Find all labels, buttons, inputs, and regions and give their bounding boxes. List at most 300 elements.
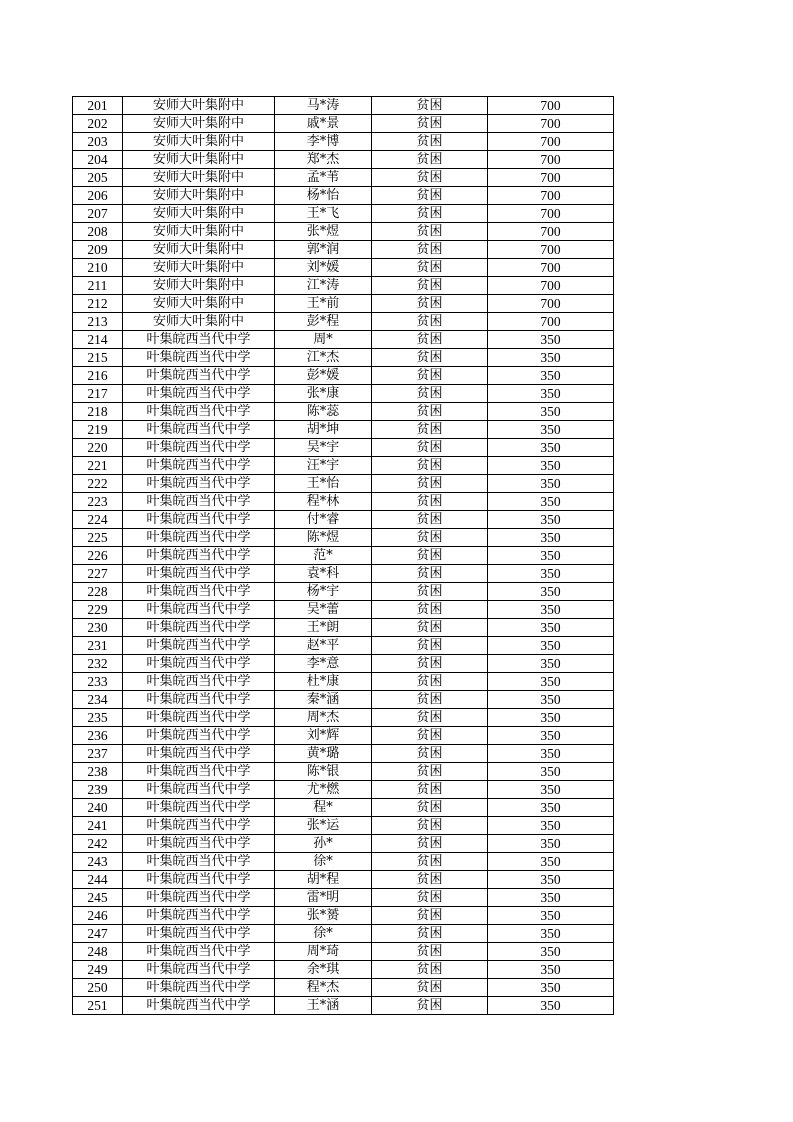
row-number-cell: 244 <box>73 871 123 889</box>
student-name-cell: 周*琦 <box>275 943 372 961</box>
table-row <box>73 835 614 853</box>
amount-cell: 350 <box>488 583 614 601</box>
row-number-cell: 243 <box>73 853 123 871</box>
table-row <box>73 259 614 277</box>
amount-cell: 700 <box>488 223 614 241</box>
school-cell: 叶集皖西当代中学 <box>123 529 275 547</box>
amount-cell: 700 <box>488 115 614 133</box>
table-row <box>73 331 614 349</box>
student-name-cell: 李*意 <box>275 655 372 673</box>
row-number-cell: 241 <box>73 817 123 835</box>
aid-type-cell: 贫困 <box>372 367 488 385</box>
student-name-cell: 张*煜 <box>275 223 372 241</box>
table-row <box>73 907 614 925</box>
aid-type-cell: 贫困 <box>372 475 488 493</box>
student-name-cell: 周* <box>275 331 372 349</box>
student-name-cell: 汪*宇 <box>275 457 372 475</box>
student-name-cell: 徐* <box>275 925 372 943</box>
student-name-cell: 程*杰 <box>275 979 372 997</box>
row-number-cell: 229 <box>73 601 123 619</box>
student-name-cell: 王*怡 <box>275 475 372 493</box>
school-cell: 叶集皖西当代中学 <box>123 907 275 925</box>
table-row <box>73 709 614 727</box>
amount-cell: 700 <box>488 295 614 313</box>
amount-cell: 350 <box>488 529 614 547</box>
student-name-cell: 周*杰 <box>275 709 372 727</box>
school-cell: 安师大叶集附中 <box>123 277 275 295</box>
student-name-cell: 王*飞 <box>275 205 372 223</box>
student-name-cell: 孟*苇 <box>275 169 372 187</box>
amount-cell: 700 <box>488 133 614 151</box>
school-cell: 叶集皖西当代中学 <box>123 565 275 583</box>
amount-cell: 700 <box>488 151 614 169</box>
aid-type-cell: 贫困 <box>372 781 488 799</box>
aid-type-cell: 贫困 <box>372 349 488 367</box>
student-name-cell: 彭*媛 <box>275 367 372 385</box>
amount-cell: 350 <box>488 691 614 709</box>
row-number-cell: 223 <box>73 493 123 511</box>
school-cell: 安师大叶集附中 <box>123 151 275 169</box>
row-number-cell: 210 <box>73 259 123 277</box>
school-cell: 叶集皖西当代中学 <box>123 673 275 691</box>
row-number-cell: 208 <box>73 223 123 241</box>
aid-type-cell: 贫困 <box>372 979 488 997</box>
amount-cell: 350 <box>488 565 614 583</box>
student-name-cell: 程*林 <box>275 493 372 511</box>
amount-cell: 350 <box>488 853 614 871</box>
aid-type-cell: 贫困 <box>372 853 488 871</box>
table-row <box>73 475 614 493</box>
amount-cell: 350 <box>488 385 614 403</box>
aid-type-cell: 贫困 <box>372 259 488 277</box>
row-number-cell: 218 <box>73 403 123 421</box>
table-row <box>73 169 614 187</box>
student-name-cell: 雷*明 <box>275 889 372 907</box>
school-cell: 叶集皖西当代中学 <box>123 439 275 457</box>
table-row <box>73 457 614 475</box>
aid-type-cell: 贫困 <box>372 745 488 763</box>
table-row <box>73 547 614 565</box>
school-cell: 叶集皖西当代中学 <box>123 511 275 529</box>
table-row <box>73 439 614 457</box>
school-cell: 叶集皖西当代中学 <box>123 349 275 367</box>
aid-type-cell: 贫困 <box>372 601 488 619</box>
school-cell: 叶集皖西当代中学 <box>123 961 275 979</box>
amount-cell: 700 <box>488 205 614 223</box>
row-number-cell: 206 <box>73 187 123 205</box>
amount-cell: 350 <box>488 961 614 979</box>
student-name-cell: 张*康 <box>275 385 372 403</box>
row-number-cell: 246 <box>73 907 123 925</box>
table-row <box>73 889 614 907</box>
student-name-cell: 程* <box>275 799 372 817</box>
row-number-cell: 203 <box>73 133 123 151</box>
row-number-cell: 235 <box>73 709 123 727</box>
student-name-cell: 孙* <box>275 835 372 853</box>
table-row <box>73 637 614 655</box>
school-cell: 叶集皖西当代中学 <box>123 601 275 619</box>
table-row <box>73 313 614 331</box>
amount-cell: 350 <box>488 331 614 349</box>
amount-cell: 350 <box>488 745 614 763</box>
student-name-cell: 付*睿 <box>275 511 372 529</box>
school-cell: 安师大叶集附中 <box>123 97 275 115</box>
amount-cell: 350 <box>488 421 614 439</box>
aid-type-cell: 贫困 <box>372 385 488 403</box>
amount-cell: 350 <box>488 781 614 799</box>
row-number-cell: 226 <box>73 547 123 565</box>
table-body <box>73 97 614 1015</box>
school-cell: 叶集皖西当代中学 <box>123 745 275 763</box>
aid-type-cell: 贫困 <box>372 997 488 1015</box>
amount-cell: 700 <box>488 169 614 187</box>
student-name-cell: 杨*怡 <box>275 187 372 205</box>
student-name-cell: 张*赟 <box>275 907 372 925</box>
student-name-cell: 陈*蕊 <box>275 403 372 421</box>
school-cell: 叶集皖西当代中学 <box>123 979 275 997</box>
school-cell: 叶集皖西当代中学 <box>123 403 275 421</box>
aid-type-cell: 贫困 <box>372 871 488 889</box>
amount-cell: 700 <box>488 187 614 205</box>
aid-type-cell: 贫困 <box>372 673 488 691</box>
row-number-cell: 201 <box>73 97 123 115</box>
row-number-cell: 219 <box>73 421 123 439</box>
amount-cell: 700 <box>488 313 614 331</box>
school-cell: 安师大叶集附中 <box>123 241 275 259</box>
aid-type-cell: 贫困 <box>372 655 488 673</box>
student-name-cell: 陈*煜 <box>275 529 372 547</box>
school-cell: 安师大叶集附中 <box>123 133 275 151</box>
row-number-cell: 209 <box>73 241 123 259</box>
row-number-cell: 205 <box>73 169 123 187</box>
table-row <box>73 601 614 619</box>
aid-type-cell: 贫困 <box>372 151 488 169</box>
row-number-cell: 245 <box>73 889 123 907</box>
amount-cell: 350 <box>488 835 614 853</box>
school-cell: 叶集皖西当代中学 <box>123 493 275 511</box>
row-number-cell: 207 <box>73 205 123 223</box>
student-name-cell: 郑*杰 <box>275 151 372 169</box>
amount-cell: 350 <box>488 871 614 889</box>
school-cell: 安师大叶集附中 <box>123 205 275 223</box>
table-row <box>73 583 614 601</box>
row-number-cell: 231 <box>73 637 123 655</box>
student-name-cell: 郭*润 <box>275 241 372 259</box>
amount-cell: 350 <box>488 367 614 385</box>
table-row <box>73 187 614 205</box>
aid-type-cell: 贫困 <box>372 313 488 331</box>
amount-cell: 350 <box>488 601 614 619</box>
table-row <box>73 619 614 637</box>
row-number-cell: 237 <box>73 745 123 763</box>
aid-type-cell: 贫困 <box>372 295 488 313</box>
table-row <box>73 403 614 421</box>
row-number-cell: 232 <box>73 655 123 673</box>
school-cell: 叶集皖西当代中学 <box>123 691 275 709</box>
aid-type-cell: 贫困 <box>372 529 488 547</box>
aid-type-cell: 贫困 <box>372 97 488 115</box>
table-row <box>73 763 614 781</box>
table-row <box>73 781 614 799</box>
row-number-cell: 230 <box>73 619 123 637</box>
student-name-cell: 张*运 <box>275 817 372 835</box>
row-number-cell: 247 <box>73 925 123 943</box>
amount-cell: 700 <box>488 259 614 277</box>
table-row <box>73 421 614 439</box>
table-row <box>73 115 614 133</box>
amount-cell: 350 <box>488 619 614 637</box>
amount-cell: 700 <box>488 277 614 295</box>
aid-type-cell: 贫困 <box>372 619 488 637</box>
amount-cell: 350 <box>488 727 614 745</box>
aid-type-cell: 贫困 <box>372 727 488 745</box>
row-number-cell: 250 <box>73 979 123 997</box>
table-row <box>73 853 614 871</box>
table-row <box>73 511 614 529</box>
school-cell: 叶集皖西当代中学 <box>123 925 275 943</box>
aid-type-cell: 贫困 <box>372 241 488 259</box>
amount-cell: 350 <box>488 817 614 835</box>
amount-cell: 350 <box>488 457 614 475</box>
student-name-cell: 陈*银 <box>275 763 372 781</box>
table-row <box>73 367 614 385</box>
school-cell: 安师大叶集附中 <box>123 313 275 331</box>
student-name-cell: 杨*宇 <box>275 583 372 601</box>
aid-type-cell: 贫困 <box>372 223 488 241</box>
row-number-cell: 251 <box>73 997 123 1015</box>
school-cell: 叶集皖西当代中学 <box>123 853 275 871</box>
school-cell: 叶集皖西当代中学 <box>123 835 275 853</box>
amount-cell: 350 <box>488 889 614 907</box>
student-name-cell: 江*涛 <box>275 277 372 295</box>
table-row <box>73 925 614 943</box>
aid-type-cell: 贫困 <box>372 169 488 187</box>
table-row <box>73 871 614 889</box>
table-row <box>73 961 614 979</box>
school-cell: 叶集皖西当代中学 <box>123 547 275 565</box>
row-number-cell: 213 <box>73 313 123 331</box>
row-number-cell: 222 <box>73 475 123 493</box>
school-cell: 叶集皖西当代中学 <box>123 637 275 655</box>
student-name-cell: 秦*涵 <box>275 691 372 709</box>
row-number-cell: 224 <box>73 511 123 529</box>
student-name-cell: 黄*璐 <box>275 745 372 763</box>
table-row <box>73 241 614 259</box>
aid-type-cell: 贫困 <box>372 511 488 529</box>
student-name-cell: 吴*宇 <box>275 439 372 457</box>
amount-cell: 350 <box>488 799 614 817</box>
student-name-cell: 袁*科 <box>275 565 372 583</box>
aid-type-cell: 贫困 <box>372 421 488 439</box>
student-name-cell: 范* <box>275 547 372 565</box>
aid-type-cell: 贫困 <box>372 403 488 421</box>
amount-cell: 700 <box>488 241 614 259</box>
amount-cell: 350 <box>488 511 614 529</box>
amount-cell: 350 <box>488 673 614 691</box>
table-row <box>73 745 614 763</box>
table-row <box>73 979 614 997</box>
school-cell: 叶集皖西当代中学 <box>123 709 275 727</box>
table-row <box>73 529 614 547</box>
row-number-cell: 225 <box>73 529 123 547</box>
aid-type-cell: 贫困 <box>372 763 488 781</box>
row-number-cell: 239 <box>73 781 123 799</box>
student-name-cell: 胡*坤 <box>275 421 372 439</box>
student-name-cell: 江*杰 <box>275 349 372 367</box>
amount-cell: 350 <box>488 997 614 1015</box>
amount-cell: 350 <box>488 907 614 925</box>
school-cell: 安师大叶集附中 <box>123 115 275 133</box>
amount-cell: 350 <box>488 349 614 367</box>
subsidy-list-table <box>72 96 614 1015</box>
school-cell: 叶集皖西当代中学 <box>123 817 275 835</box>
student-name-cell: 王*朗 <box>275 619 372 637</box>
table-row <box>73 673 614 691</box>
aid-type-cell: 贫困 <box>372 583 488 601</box>
school-cell: 安师大叶集附中 <box>123 169 275 187</box>
row-number-cell: 211 <box>73 277 123 295</box>
row-number-cell: 215 <box>73 349 123 367</box>
row-number-cell: 221 <box>73 457 123 475</box>
row-number-cell: 233 <box>73 673 123 691</box>
aid-type-cell: 贫困 <box>372 943 488 961</box>
school-cell: 叶集皖西当代中学 <box>123 367 275 385</box>
amount-cell: 350 <box>488 439 614 457</box>
table-row <box>73 205 614 223</box>
row-number-cell: 248 <box>73 943 123 961</box>
row-number-cell: 202 <box>73 115 123 133</box>
aid-type-cell: 贫困 <box>372 547 488 565</box>
school-cell: 叶集皖西当代中学 <box>123 889 275 907</box>
student-name-cell: 彭*程 <box>275 313 372 331</box>
aid-type-cell: 贫困 <box>372 277 488 295</box>
school-cell: 叶集皖西当代中学 <box>123 871 275 889</box>
table-row <box>73 493 614 511</box>
school-cell: 叶集皖西当代中学 <box>123 421 275 439</box>
school-cell: 叶集皖西当代中学 <box>123 331 275 349</box>
row-number-cell: 220 <box>73 439 123 457</box>
amount-cell: 350 <box>488 403 614 421</box>
table-row <box>73 997 614 1015</box>
table-row <box>73 295 614 313</box>
table-row <box>73 799 614 817</box>
table-row <box>73 727 614 745</box>
aid-type-cell: 贫困 <box>372 565 488 583</box>
table-row <box>73 133 614 151</box>
aid-type-cell: 贫困 <box>372 133 488 151</box>
school-cell: 叶集皖西当代中学 <box>123 655 275 673</box>
row-number-cell: 249 <box>73 961 123 979</box>
school-cell: 叶集皖西当代中学 <box>123 943 275 961</box>
row-number-cell: 204 <box>73 151 123 169</box>
row-number-cell: 217 <box>73 385 123 403</box>
aid-type-cell: 贫困 <box>372 439 488 457</box>
school-cell: 叶集皖西当代中学 <box>123 457 275 475</box>
school-cell: 叶集皖西当代中学 <box>123 619 275 637</box>
amount-cell: 350 <box>488 475 614 493</box>
table-row <box>73 943 614 961</box>
row-number-cell: 234 <box>73 691 123 709</box>
school-cell: 叶集皖西当代中学 <box>123 799 275 817</box>
table-row <box>73 817 614 835</box>
student-name-cell: 王*涵 <box>275 997 372 1015</box>
amount-cell: 700 <box>488 97 614 115</box>
amount-cell: 350 <box>488 637 614 655</box>
aid-type-cell: 贫困 <box>372 493 488 511</box>
table-row <box>73 691 614 709</box>
school-cell: 叶集皖西当代中学 <box>123 727 275 745</box>
student-name-cell: 杜*康 <box>275 673 372 691</box>
aid-type-cell: 贫困 <box>372 457 488 475</box>
student-name-cell: 吴*蕾 <box>275 601 372 619</box>
table-row <box>73 385 614 403</box>
student-name-cell: 胡*程 <box>275 871 372 889</box>
school-cell: 叶集皖西当代中学 <box>123 475 275 493</box>
school-cell: 安师大叶集附中 <box>123 187 275 205</box>
school-cell: 安师大叶集附中 <box>123 259 275 277</box>
school-cell: 叶集皖西当代中学 <box>123 583 275 601</box>
row-number-cell: 228 <box>73 583 123 601</box>
student-name-cell: 赵*平 <box>275 637 372 655</box>
table-row <box>73 349 614 367</box>
row-number-cell: 227 <box>73 565 123 583</box>
table-row <box>73 97 614 115</box>
row-number-cell: 240 <box>73 799 123 817</box>
student-name-cell: 刘*辉 <box>275 727 372 745</box>
amount-cell: 350 <box>488 925 614 943</box>
aid-type-cell: 贫困 <box>372 205 488 223</box>
aid-type-cell: 贫困 <box>372 691 488 709</box>
table-row <box>73 151 614 169</box>
row-number-cell: 236 <box>73 727 123 745</box>
student-name-cell: 余*琪 <box>275 961 372 979</box>
aid-type-cell: 贫困 <box>372 187 488 205</box>
amount-cell: 350 <box>488 979 614 997</box>
student-name-cell: 刘*媛 <box>275 259 372 277</box>
amount-cell: 350 <box>488 493 614 511</box>
amount-cell: 350 <box>488 709 614 727</box>
aid-type-cell: 贫困 <box>372 709 488 727</box>
aid-type-cell: 贫困 <box>372 907 488 925</box>
table-row <box>73 655 614 673</box>
aid-type-cell: 贫困 <box>372 331 488 349</box>
table-row <box>73 223 614 241</box>
table-row <box>73 565 614 583</box>
row-number-cell: 214 <box>73 331 123 349</box>
student-name-cell: 王*前 <box>275 295 372 313</box>
row-number-cell: 212 <box>73 295 123 313</box>
student-name-cell: 徐* <box>275 853 372 871</box>
row-number-cell: 238 <box>73 763 123 781</box>
school-cell: 安师大叶集附中 <box>123 295 275 313</box>
aid-type-cell: 贫困 <box>372 835 488 853</box>
student-name-cell: 李*博 <box>275 133 372 151</box>
amount-cell: 350 <box>488 547 614 565</box>
aid-type-cell: 贫困 <box>372 925 488 943</box>
aid-type-cell: 贫困 <box>372 889 488 907</box>
school-cell: 叶集皖西当代中学 <box>123 763 275 781</box>
school-cell: 叶集皖西当代中学 <box>123 385 275 403</box>
row-number-cell: 216 <box>73 367 123 385</box>
school-cell: 安师大叶集附中 <box>123 223 275 241</box>
aid-type-cell: 贫困 <box>372 115 488 133</box>
amount-cell: 350 <box>488 943 614 961</box>
row-number-cell: 242 <box>73 835 123 853</box>
student-name-cell: 尤*燃 <box>275 781 372 799</box>
aid-type-cell: 贫困 <box>372 817 488 835</box>
student-name-cell: 戚*景 <box>275 115 372 133</box>
amount-cell: 350 <box>488 763 614 781</box>
